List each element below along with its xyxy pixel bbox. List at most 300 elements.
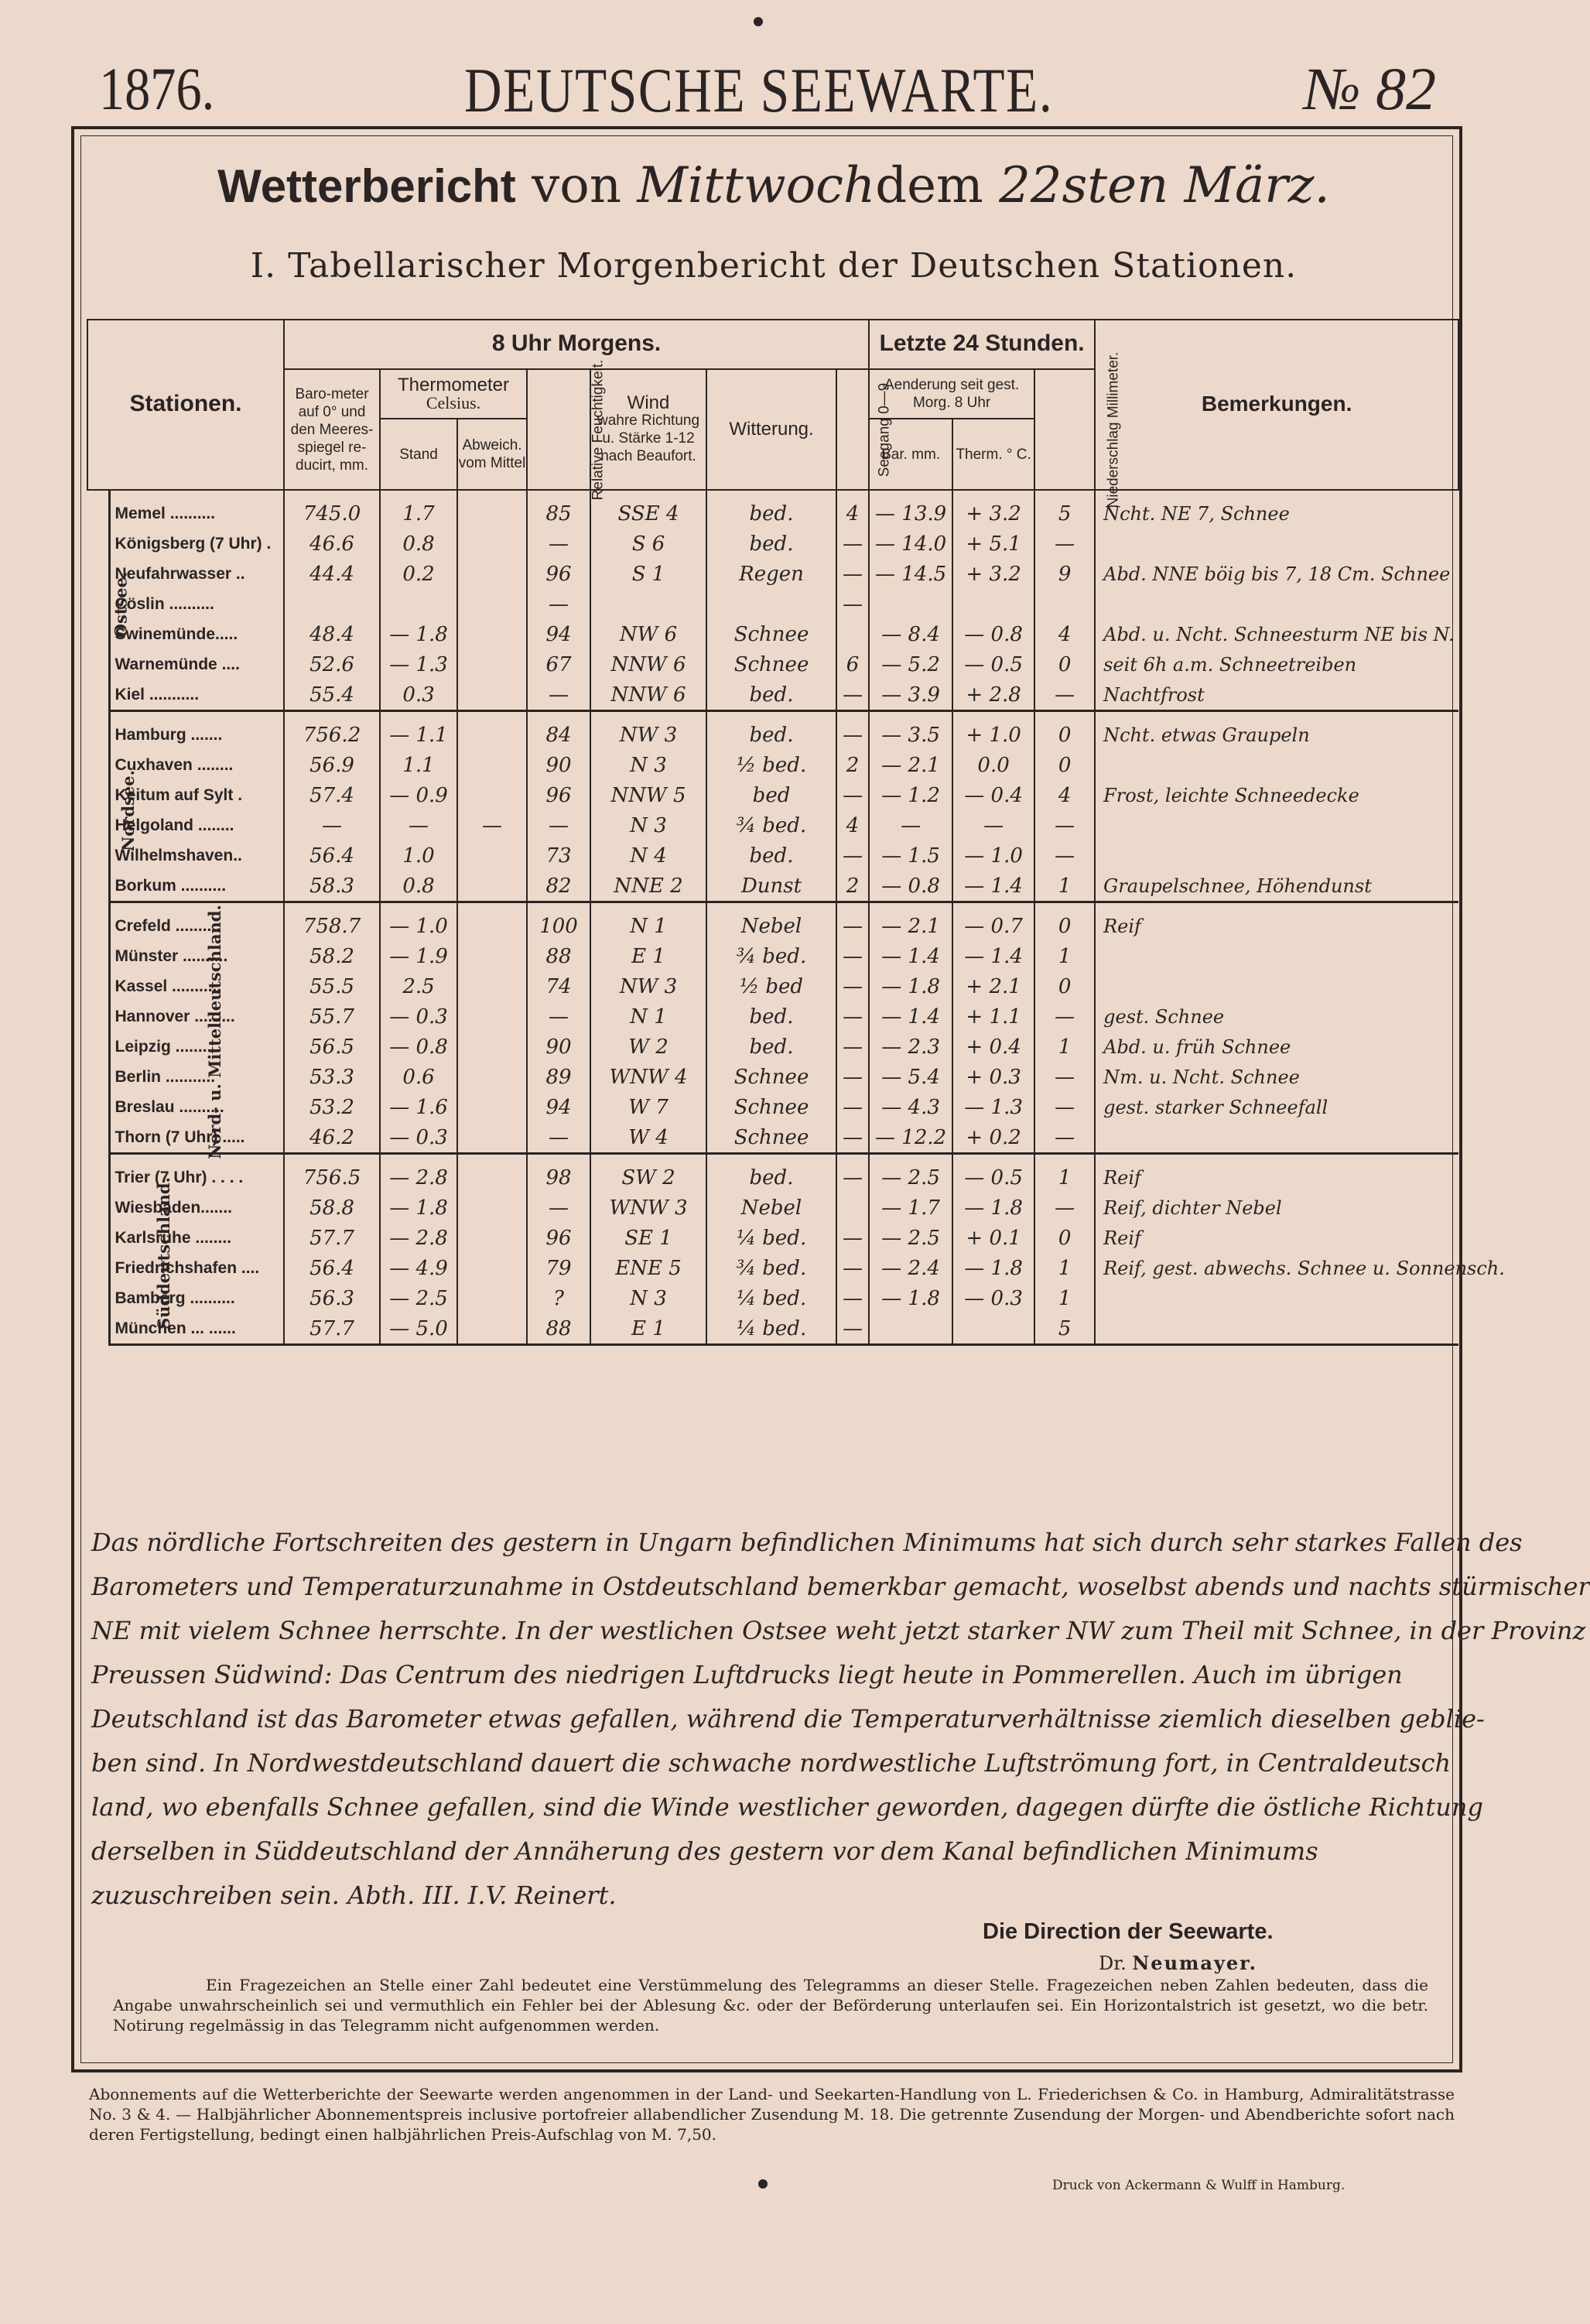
thermometer-stand-cell: 0.3: [380, 679, 457, 711]
precipitation-cell: 9: [1034, 559, 1095, 589]
humidity-cell: 94: [527, 619, 590, 649]
station-name: Keitum auf Sylt .: [109, 780, 284, 810]
barometer-cell: 46.6: [284, 529, 380, 559]
thermometer-stand-cell: — 0.9: [380, 780, 457, 810]
weather-cell: Nebel: [706, 1193, 836, 1223]
precipitation-cell: —: [1034, 1062, 1095, 1092]
report-title-prefix: Wetterbericht: [217, 160, 516, 212]
precipitation-cell: [1034, 589, 1095, 619]
sea-state-cell: —: [836, 941, 869, 971]
table-row: [87, 1283, 1458, 1313]
report-title: [0, 157, 1547, 214]
barometer-change-cell: — 4.3: [869, 1092, 952, 1122]
station-name: Königsberg (7 Uhr) .: [109, 529, 284, 559]
region-label: Ostsee.: [111, 571, 131, 638]
thermometer-abweichung-cell: [457, 1193, 527, 1223]
precipitation-cell: —: [1034, 679, 1095, 711]
header-bar: Bar. mm.: [869, 419, 952, 490]
barometer-change-cell: — 1.4: [869, 1001, 952, 1032]
wind-cell: E 1: [590, 1313, 706, 1345]
remarks-cell: Abd. NNE böig bis 7, 18 Cm. Schnee: [1095, 559, 1458, 589]
remarks-cell: Reif: [1095, 1223, 1458, 1253]
precipitation-cell: —: [1034, 810, 1095, 840]
wind-cell: [590, 589, 706, 619]
remarks-cell: Graupelschnee, Höhendunst: [1095, 871, 1458, 902]
humidity-cell: 82: [527, 871, 590, 902]
wind-cell: ENE 5: [590, 1253, 706, 1283]
sea-state-cell: —: [836, 1062, 869, 1092]
table-row: [87, 1092, 1458, 1122]
wind-cell: WNW 3: [590, 1193, 706, 1223]
table-row: [87, 810, 1458, 840]
report-title-von: von: [532, 157, 622, 214]
region-label: Nord- u. Mitteldeutschland.: [204, 904, 224, 1159]
humidity-cell: —: [527, 1001, 590, 1032]
humidity-cell: 89: [527, 1062, 590, 1092]
wind-cell: S 6: [590, 529, 706, 559]
barometer-cell: 58.8: [284, 1193, 380, 1223]
humidity-cell: —: [527, 1193, 590, 1223]
temperature-change-cell: + 5.1: [952, 529, 1034, 559]
table-row: [87, 1193, 1458, 1223]
sea-state-cell: —: [836, 529, 869, 559]
table-row: [87, 1154, 1458, 1193]
temperature-change-cell: — 1.0: [952, 840, 1034, 871]
table-row: [87, 1032, 1458, 1062]
thermometer-stand-cell: 0.8: [380, 871, 457, 902]
header-abweichung: Abweich. vom Mittel: [457, 419, 527, 490]
thermometer-abweichung-cell: [457, 1253, 527, 1283]
thermometer-stand-cell: — 2.8: [380, 1154, 457, 1193]
sea-state-cell: —: [836, 1253, 869, 1283]
station-name: Warnemünde ....: [109, 649, 284, 679]
wind-cell: NNW 6: [590, 679, 706, 711]
barometer-change-cell: — 3.9: [869, 679, 952, 711]
table-row: [87, 529, 1458, 559]
report-title-date: 22sten März.: [999, 157, 1330, 214]
wind-cell: SSE 4: [590, 490, 706, 529]
remarks-cell: [1095, 589, 1458, 619]
sea-state-cell: 6: [836, 649, 869, 679]
header-title: DEUTSCHE SEEWARTE.: [464, 55, 1054, 125]
barometer-cell: 57.4: [284, 780, 380, 810]
remarks-cell: [1095, 941, 1458, 971]
weather-cell: bed.: [706, 1154, 836, 1193]
sea-state-cell: —: [836, 711, 869, 751]
weather-cell: ¾ bed.: [706, 810, 836, 840]
humidity-cell: 96: [527, 780, 590, 810]
precipitation-cell: 0: [1034, 902, 1095, 942]
thermometer-abweichung-cell: [457, 589, 527, 619]
remarks-cell: gest. starker Schneefall: [1095, 1092, 1458, 1122]
temperature-change-cell: — 1.3: [952, 1092, 1034, 1122]
barometer-cell: 55.5: [284, 971, 380, 1001]
station-name: Karlsruhe ........: [109, 1223, 284, 1253]
thermometer-stand-cell: — 0.8: [380, 1032, 457, 1062]
precipitation-cell: 4: [1034, 780, 1095, 810]
temperature-change-cell: + 1.0: [952, 711, 1034, 751]
barometer-cell: —: [284, 810, 380, 840]
sea-state-cell: —: [836, 1313, 869, 1345]
handwritten-line: ben sind. In Nordwestdeutschland dauert die schwache nordwestliche Luftströmung fort, in Centraldeutsch: [91, 1748, 1452, 1778]
sea-state-cell: —: [836, 559, 869, 589]
temperature-change-cell: — 0.8: [952, 619, 1034, 649]
humidity-cell: 94: [527, 1092, 590, 1122]
temperature-change-cell: — 0.3: [952, 1283, 1034, 1313]
barometer-cell: 58.2: [284, 941, 380, 971]
thermometer-stand-cell: 0.8: [380, 529, 457, 559]
temperature-change-cell: + 0.3: [952, 1062, 1034, 1092]
table-row: [87, 902, 1458, 942]
wind-cell: W 2: [590, 1032, 706, 1062]
thermometer-abweichung-cell: [457, 1223, 527, 1253]
barometer-change-cell: — 1.5: [869, 840, 952, 871]
table-row: [87, 1001, 1458, 1032]
weather-cell: Regen: [706, 559, 836, 589]
precipitation-cell: —: [1034, 1001, 1095, 1032]
weather-cell: bed.: [706, 1032, 836, 1062]
thermometer-stand-cell: — 0.3: [380, 1122, 457, 1154]
temperature-change-cell: + 0.1: [952, 1223, 1034, 1253]
sea-state-cell: —: [836, 1283, 869, 1313]
weather-cell: bed.: [706, 529, 836, 559]
thermometer-abweichung-cell: [457, 1062, 527, 1092]
weather-cell: ½ bed.: [706, 750, 836, 780]
humidity-cell: 90: [527, 1032, 590, 1062]
humidity-cell: 96: [527, 559, 590, 589]
precipitation-cell: 1: [1034, 1283, 1095, 1313]
station-name: Thorn (7 Uhr) .....: [109, 1122, 284, 1154]
thermometer-stand-cell: 1.0: [380, 840, 457, 871]
sea-state-cell: —: [836, 902, 869, 942]
subscription-notice: Abonnements auf die Wetterberichte der Seewarte werden angenommen in der Land- und Seekarten-Handlung von L. Friederichsen & Co. in Hamburg, Admiralitätstrasse No. 3 & 4. — Halbjährlicher Abonnementspreis inclusive portofreier allabendlicher Zusendung M. 18. Die getrennte Zusendung der Morgen- und Abendberichte sofort nach deren Fertigstellung, bedingt einen halbjährlichen Preis-Aufschlag von M. 7,50.: [89, 2085, 1455, 2144]
precipitation-cell: 0: [1034, 1223, 1095, 1253]
table-row: [87, 589, 1458, 619]
thermometer-stand-cell: — 1.8: [380, 619, 457, 649]
barometer-cell: 55.4: [284, 679, 380, 711]
temperature-change-cell: + 2.8: [952, 679, 1034, 711]
temperature-change-cell: — 1.8: [952, 1253, 1034, 1283]
temperature-change-cell: — 0.7: [952, 902, 1034, 942]
remarks-cell: [1095, 1122, 1458, 1154]
remarks-cell: Ncht. NE 7, Schnee: [1095, 490, 1458, 529]
thermometer-stand-cell: 2.5: [380, 971, 457, 1001]
weather-cell: Dunst: [706, 871, 836, 902]
wind-cell: NNE 2: [590, 871, 706, 902]
report-subtitle: I. Tabellarischer Morgenbericht der Deutschen Stationen.: [250, 246, 1298, 286]
weather-cell: Schnee: [706, 1062, 836, 1092]
station-name: Bamberg ..........: [109, 1283, 284, 1313]
barometer-cell: 756.5: [284, 1154, 380, 1193]
station-name: Kassel ...........: [109, 971, 284, 1001]
table-row: [87, 649, 1458, 679]
handwritten-line: zuzuschreiben sein. Abth. III. I.V. Reinert.: [91, 1881, 617, 1910]
temperature-change-cell: [952, 589, 1034, 619]
wind-cell: N 4: [590, 840, 706, 871]
precipitation-cell: —: [1034, 1122, 1095, 1154]
station-name: Cöslin ..........: [109, 589, 284, 619]
barometer-cell: 56.4: [284, 840, 380, 871]
humidity-cell: ?: [527, 1283, 590, 1313]
weather-cell: bed.: [706, 1001, 836, 1032]
barometer-change-cell: — 2.4: [869, 1253, 952, 1283]
barometer-cell: 756.2: [284, 711, 380, 751]
wind-cell: SW 2: [590, 1154, 706, 1193]
barometer-cell: 758.7: [284, 902, 380, 942]
wind-cell: N 1: [590, 902, 706, 942]
handwritten-line: Deutschland ist das Barometer etwas gefallen, während die Temperaturverhältnisse ziemlich dieselben geblie-: [91, 1704, 1485, 1734]
bottom-dot: [758, 2179, 768, 2189]
wind-cell: N 3: [590, 750, 706, 780]
humidity-cell: 84: [527, 711, 590, 751]
thermometer-abweichung-cell: [457, 529, 527, 559]
sea-state-cell: —: [836, 1032, 869, 1062]
thermometer-abweichung-cell: [457, 559, 527, 589]
station-name: Swinemünde.....: [109, 619, 284, 649]
thermometer-stand-cell: — 5.0: [380, 1313, 457, 1345]
precipitation-cell: —: [1034, 840, 1095, 871]
handwritten-line: NE mit vielem Schnee herrschte. In der westlichen Ostsee weht jetzt starker NW zum Theil mit Schnee, in der Provinz: [91, 1616, 1586, 1645]
wind-cell: W 7: [590, 1092, 706, 1122]
station-name: Leipzig ..........: [109, 1032, 284, 1062]
temperature-change-cell: + 2.1: [952, 971, 1034, 1001]
table-row: [87, 1062, 1458, 1092]
remarks-cell: Ncht. etwas Graupeln: [1095, 711, 1458, 751]
sea-state-cell: [836, 619, 869, 649]
remarks-cell: Frost, leichte Schneedecke: [1095, 780, 1458, 810]
barometer-change-cell: —: [869, 810, 952, 840]
precipitation-cell: 0: [1034, 750, 1095, 780]
report-title-day: Mittwoch: [637, 157, 876, 214]
sea-state-cell: —: [836, 840, 869, 871]
thermometer-abweichung-cell: [457, 679, 527, 711]
station-name: Friedrichshafen ....: [109, 1253, 284, 1283]
temperature-change-cell: 0.0: [952, 750, 1034, 780]
temperature-change-cell: — 0.5: [952, 649, 1034, 679]
humidity-cell: —: [527, 589, 590, 619]
header-year: 1876.: [99, 55, 215, 122]
temperature-change-cell: —: [952, 810, 1034, 840]
barometer-change-cell: — 1.4: [869, 941, 952, 971]
table-row: [87, 840, 1458, 871]
barometer-change-cell: — 2.1: [869, 750, 952, 780]
weather-cell: [706, 589, 836, 619]
sea-state-cell: —: [836, 1001, 869, 1032]
thermometer-abweichung-cell: [457, 1092, 527, 1122]
temperature-change-cell: — 0.5: [952, 1154, 1034, 1193]
table-row: [87, 711, 1458, 751]
barometer-change-cell: — 14.5: [869, 559, 952, 589]
temperature-change-cell: + 1.1: [952, 1001, 1034, 1032]
remarks-cell: Reif, dichter Nebel: [1095, 1193, 1458, 1223]
weather-cell: ¼ bed.: [706, 1313, 836, 1345]
sea-state-cell: —: [836, 1154, 869, 1193]
station-name: Breslau ..........: [109, 1092, 284, 1122]
precipitation-cell: 1: [1034, 1032, 1095, 1062]
direction-signature: Die Direction der Seewarte.: [983, 1919, 1274, 1944]
header-barometer: Baro-meter auf 0° und den Meeres-spiegel re-ducirt, mm.: [284, 369, 380, 490]
thermometer-abweichung-cell: [457, 1122, 527, 1154]
thermometer-abweichung-cell: [457, 619, 527, 649]
barometer-cell: 58.3: [284, 871, 380, 902]
barometer-cell: 56.3: [284, 1283, 380, 1313]
station-name: Berlin ...........: [109, 1062, 284, 1092]
precipitation-cell: 1: [1034, 1154, 1095, 1193]
remarks-cell: Nm. u. Ncht. Schnee: [1095, 1062, 1458, 1092]
thermometer-abweichung-cell: [457, 649, 527, 679]
precipitation-cell: —: [1034, 1092, 1095, 1122]
barometer-cell: [284, 589, 380, 619]
table-row: [87, 1122, 1458, 1154]
sea-state-cell: [836, 1193, 869, 1223]
thermometer-stand-cell: 1.7: [380, 490, 457, 529]
thermometer-abweichung-cell: [457, 1313, 527, 1345]
precipitation-cell: 1: [1034, 941, 1095, 971]
barometer-change-cell: — 5.4: [869, 1062, 952, 1092]
temperature-change-cell: — 1.4: [952, 871, 1034, 902]
table-row: [87, 971, 1458, 1001]
weather-cell: bed.: [706, 679, 836, 711]
thermometer-stand-cell: — 0.3: [380, 1001, 457, 1032]
wind-cell: N 3: [590, 810, 706, 840]
wind-cell: N 1: [590, 1001, 706, 1032]
precipitation-cell: 5: [1034, 490, 1095, 529]
thermometer-stand-cell: — 2.8: [380, 1223, 457, 1253]
wind-cell: NNW 6: [590, 649, 706, 679]
remarks-cell: [1095, 1313, 1458, 1345]
wind-cell: W 4: [590, 1122, 706, 1154]
remarks-cell: [1095, 750, 1458, 780]
station-name: Neufahrwasser ..: [109, 559, 284, 589]
sea-state-cell: —: [836, 589, 869, 619]
report-title-dem: dem: [875, 157, 983, 214]
header-seegang: Seegang 0—9: [836, 369, 869, 490]
region-label: Nordsee.: [118, 769, 138, 851]
temperature-change-cell: — 1.4: [952, 941, 1034, 971]
weather-cell: bed.: [706, 840, 836, 871]
temperature-change-cell: — 0.4: [952, 780, 1034, 810]
station-name: Trier (7 Uhr) . . . .: [109, 1154, 284, 1193]
humidity-cell: 74: [527, 971, 590, 1001]
humidity-cell: —: [527, 679, 590, 711]
precipitation-cell: 0: [1034, 711, 1095, 751]
header-niederschlag: Niederschlag Millimeter.: [1034, 369, 1095, 490]
barometer-change-cell: — 2.5: [869, 1223, 952, 1253]
humidity-cell: 100: [527, 902, 590, 942]
wind-cell: E 1: [590, 941, 706, 971]
barometer-change-cell: — 1.8: [869, 971, 952, 1001]
thermometer-abweichung-cell: [457, 711, 527, 751]
temperature-change-cell: + 3.2: [952, 490, 1034, 529]
header-thermometer: Thermometer Celsius.: [380, 369, 527, 419]
barometer-cell: 52.6: [284, 649, 380, 679]
weather-cell: bed.: [706, 490, 836, 529]
thermometer-abweichung-cell: [457, 490, 527, 529]
barometer-cell: 56.4: [284, 1253, 380, 1283]
station-name: Cuxhaven ........: [109, 750, 284, 780]
header-number: № 82: [1304, 55, 1437, 122]
weather-table: [87, 319, 1505, 1346]
remarks-cell: [1095, 1283, 1458, 1313]
header-stand: Stand: [380, 419, 457, 490]
barometer-cell: 53.2: [284, 1092, 380, 1122]
humidity-cell: —: [527, 529, 590, 559]
weather-cell: Nebel: [706, 902, 836, 942]
thermometer-stand-cell: 1.1: [380, 750, 457, 780]
thermometer-abweichung-cell: [457, 750, 527, 780]
thermometer-abweichung-cell: [457, 1154, 527, 1193]
table-row: [87, 1223, 1458, 1253]
station-name: Münster ..........: [109, 941, 284, 971]
table-row: [87, 780, 1458, 810]
humidity-cell: 90: [527, 750, 590, 780]
humidity-cell: 88: [527, 941, 590, 971]
remarks-cell: Abd. u. Ncht. Schneesturm NE bis N.: [1095, 619, 1458, 649]
barometer-change-cell: — 1.2: [869, 780, 952, 810]
barometer-change-cell: — 2.1: [869, 902, 952, 942]
thermometer-stand-cell: — 4.9: [380, 1253, 457, 1283]
handwritten-summary: [91, 1521, 1590, 1918]
barometer-change-cell: — 14.0: [869, 529, 952, 559]
handwritten-line: derselben in Süddeutschland der Annäherung des gestern vor dem Kanal befindlichen Minimums: [91, 1836, 1318, 1866]
temperature-change-cell: — 1.8: [952, 1193, 1034, 1223]
thermometer-abweichung-cell: [457, 780, 527, 810]
station-name: Memel ..........: [109, 490, 284, 529]
table-row: [87, 619, 1458, 649]
remarks-cell: Nachtfrost: [1095, 679, 1458, 711]
remarks-cell: Reif: [1095, 1154, 1458, 1193]
barometer-cell: 44.4: [284, 559, 380, 589]
weather-cell: ½ bed: [706, 971, 836, 1001]
table-row: [87, 871, 1458, 902]
remarks-cell: seit 6h a.m. Schneetreiben: [1095, 649, 1458, 679]
barometer-change-cell: — 8.4: [869, 619, 952, 649]
thermometer-stand-cell: — 1.9: [380, 941, 457, 971]
humidity-cell: —: [527, 810, 590, 840]
header-stationen: Stationen.: [87, 320, 284, 490]
handwritten-line: Barometers und Temperaturzunahme in Ostdeutschland bemerkbar gemacht, woselbst abends und nachts stürmischer: [91, 1572, 1590, 1601]
header-witterung: Witterung.: [706, 369, 836, 490]
station-name: Wilhelmshaven..: [109, 840, 284, 871]
humidity-cell: 73: [527, 840, 590, 871]
barometer-cell: 57.7: [284, 1223, 380, 1253]
barometer-change-cell: — 3.5: [869, 711, 952, 751]
weather-cell: ¾ bed.: [706, 1253, 836, 1283]
weather-cell: Schnee: [706, 1122, 836, 1154]
barometer-change-cell: — 2.5: [869, 1154, 952, 1193]
thermometer-stand-cell: — 1.0: [380, 902, 457, 942]
precipitation-cell: 5: [1034, 1313, 1095, 1345]
thermometer-stand-cell: — 1.6: [380, 1092, 457, 1122]
header-aenderung: Aenderung seit gest. Morg. 8 Uhr: [869, 369, 1034, 419]
footnote: Ein Fragezeichen an Stelle einer Zahl bedeutet eine Verstümmelung des Telegramms an dieser Stelle. Fragezeichen neben Zahlen bedeuten, dass die Angabe unwahrscheinlich sei und vermuthlich ein Fehler bei der Ablesung &c. oder der Beförderung unterlaufen sei. Ein Horizontalstrich ist gesetzt, wo die betr. Notirung regelmässig in das Telegramm nicht aufgenommen werden.: [113, 1976, 1428, 2035]
sea-state-cell: 2: [836, 750, 869, 780]
sea-state-cell: —: [836, 1223, 869, 1253]
precipitation-cell: 0: [1034, 649, 1095, 679]
station-name: Crefeld ..........: [109, 902, 284, 942]
remarks-cell: [1095, 971, 1458, 1001]
thermometer-stand-cell: — 1.1: [380, 711, 457, 751]
thermometer-stand-cell: —: [380, 810, 457, 840]
humidity-cell: 85: [527, 490, 590, 529]
thermometer-stand-cell: [380, 589, 457, 619]
weather-cell: Schnee: [706, 619, 836, 649]
barometer-change-cell: — 1.8: [869, 1283, 952, 1313]
region-label: Süddeutschland.: [153, 1176, 173, 1330]
director-surname: Neumayer.: [1132, 1952, 1257, 1974]
station-name: Kiel ...........: [109, 679, 284, 711]
handwritten-line: Das nördliche Fortschreiten des gestern in Ungarn befindlichen Minimums hat sich durch sehr starkes Fallen des: [91, 1528, 1523, 1557]
